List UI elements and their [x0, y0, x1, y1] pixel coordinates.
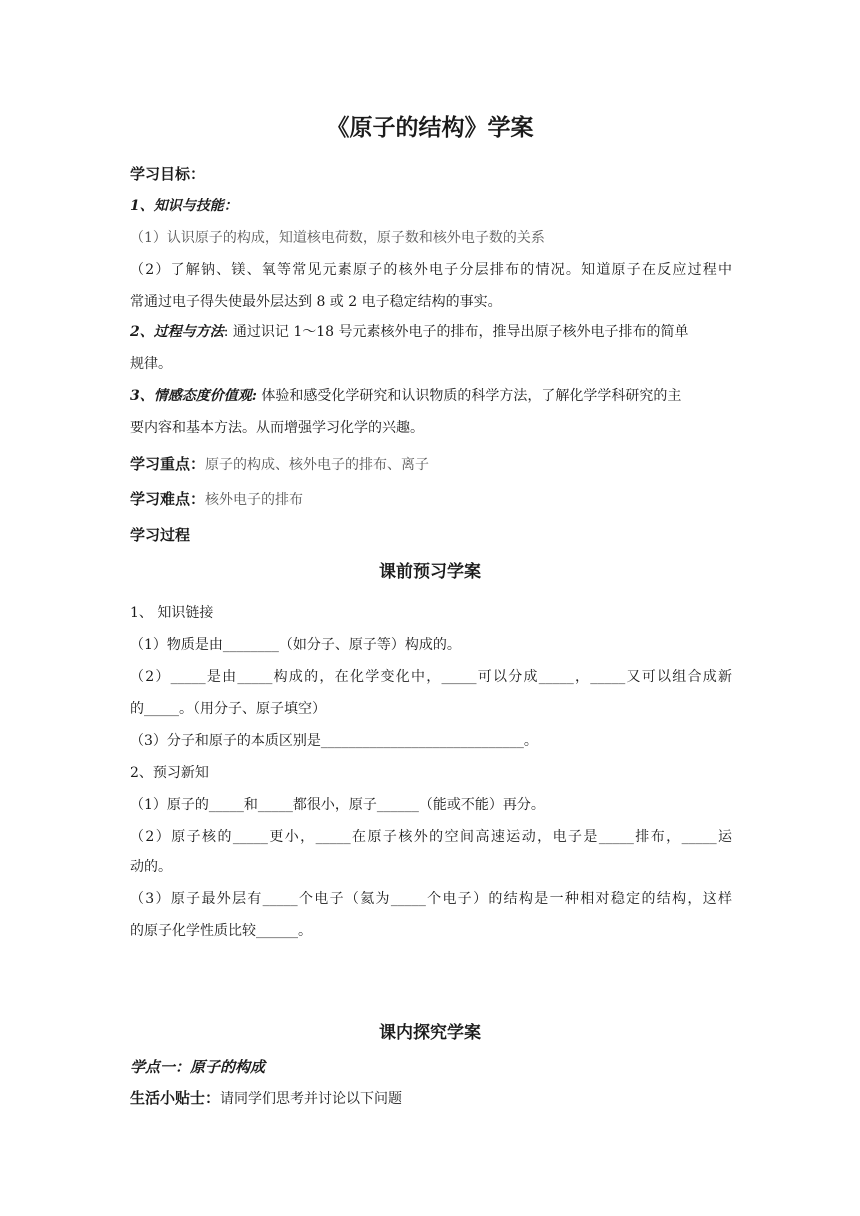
new-knowledge-question-1: （1）原子的_____和_____都很小，原子______（能或不能）再分。 — [130, 797, 545, 813]
process-method-text: : 通过识记 1～18 号元素核外电子的排布，推导出原子核外电子排布的简单 — [223, 324, 689, 340]
document-title: 《原子的结构》学案 — [326, 115, 534, 141]
difficulty-text: 核外电子的排布 — [205, 492, 304, 508]
emotion-values-line-1 — [130, 386, 732, 406]
process-heading: 学习过程 — [130, 526, 191, 544]
objectives-heading: 学习目标： — [130, 165, 206, 183]
preview-question-1: （1）物质是由________（如分子、原子等）构成的。 — [130, 637, 461, 653]
new-knowledge-question-3-line-2: 的原子化学性质比较______。 — [130, 923, 312, 939]
preview-question-2-line-2: 的_____。（用分子、原子填空） — [130, 701, 326, 717]
new-knowledge-question-3-line-1: （3）原子最外层有_____个电子（氦为_____个电子）的结构是一种相对稳定的结构，这样 — [130, 891, 732, 907]
knowledge-skills-label: 1、知识与技能： — [130, 198, 238, 214]
preview-section-title: 课前预习学案 — [379, 562, 481, 582]
process-method-line-2: 规律。 — [130, 356, 172, 372]
knowledge-item-2-line-1: （2）了解钠、镁、氧等常见元素原子的核外电子分层排布的情况。知道原子在反应过程中 — [130, 262, 732, 278]
key-points-text: 原子的构成、核外电子的排布、离子 — [205, 457, 430, 473]
new-knowledge-heading: 2、预习新知 — [130, 765, 209, 781]
process-method-line-1 — [130, 322, 732, 342]
key-points — [130, 454, 732, 475]
process-method-label: 2、过程与方法 — [130, 324, 224, 340]
difficulty — [130, 489, 732, 510]
life-tip-label: 生活小贴士： — [130, 1089, 221, 1107]
life-tip — [130, 1088, 732, 1109]
emotion-values-line-2: 要内容和基本方法。从而增强学习化学的兴趣。 — [130, 420, 424, 436]
knowledge-item-2-line-2: 常通过电子得失使最外层达到 8 或 2 电子稳定结构的事实。 — [130, 294, 502, 310]
new-knowledge-question-2-line-2: 动的。 — [130, 859, 172, 875]
life-tip-text: 请同学们思考并讨论以下问题 — [220, 1091, 403, 1107]
key-points-label: 学习重点： — [130, 455, 206, 473]
new-knowledge-question-2-line-1: （2）原子核的_____更小，_____在原子核外的空间高速运动，电子是_____排布，_____运 — [130, 829, 732, 845]
preview-question-3: （3）分子和原子的本质区别是_____________________________。 — [130, 733, 538, 749]
knowledge-item-1: （1）认识原子的构成，知道核电荷数，原子数和核外电子数的关系 — [130, 230, 545, 246]
study-point-1: 学点一：原子的构成 — [130, 1058, 266, 1076]
difficulty-label: 学习难点： — [130, 490, 206, 508]
inquiry-section-title: 课内探究学案 — [379, 1023, 481, 1043]
emotion-values-label: 3、情感态度价值观: — [130, 388, 257, 404]
preview-question-2-line-1: （2）_____是由_____构成的，在化学变化中，_____可以分成_____，_____又可以组合成新 — [130, 669, 732, 685]
knowledge-link-heading: 1、 知识链接 — [130, 605, 214, 621]
emotion-values-text: 体验和感受化学研究和认识物质的科学方法，了解化学学科研究的主 — [256, 388, 682, 404]
